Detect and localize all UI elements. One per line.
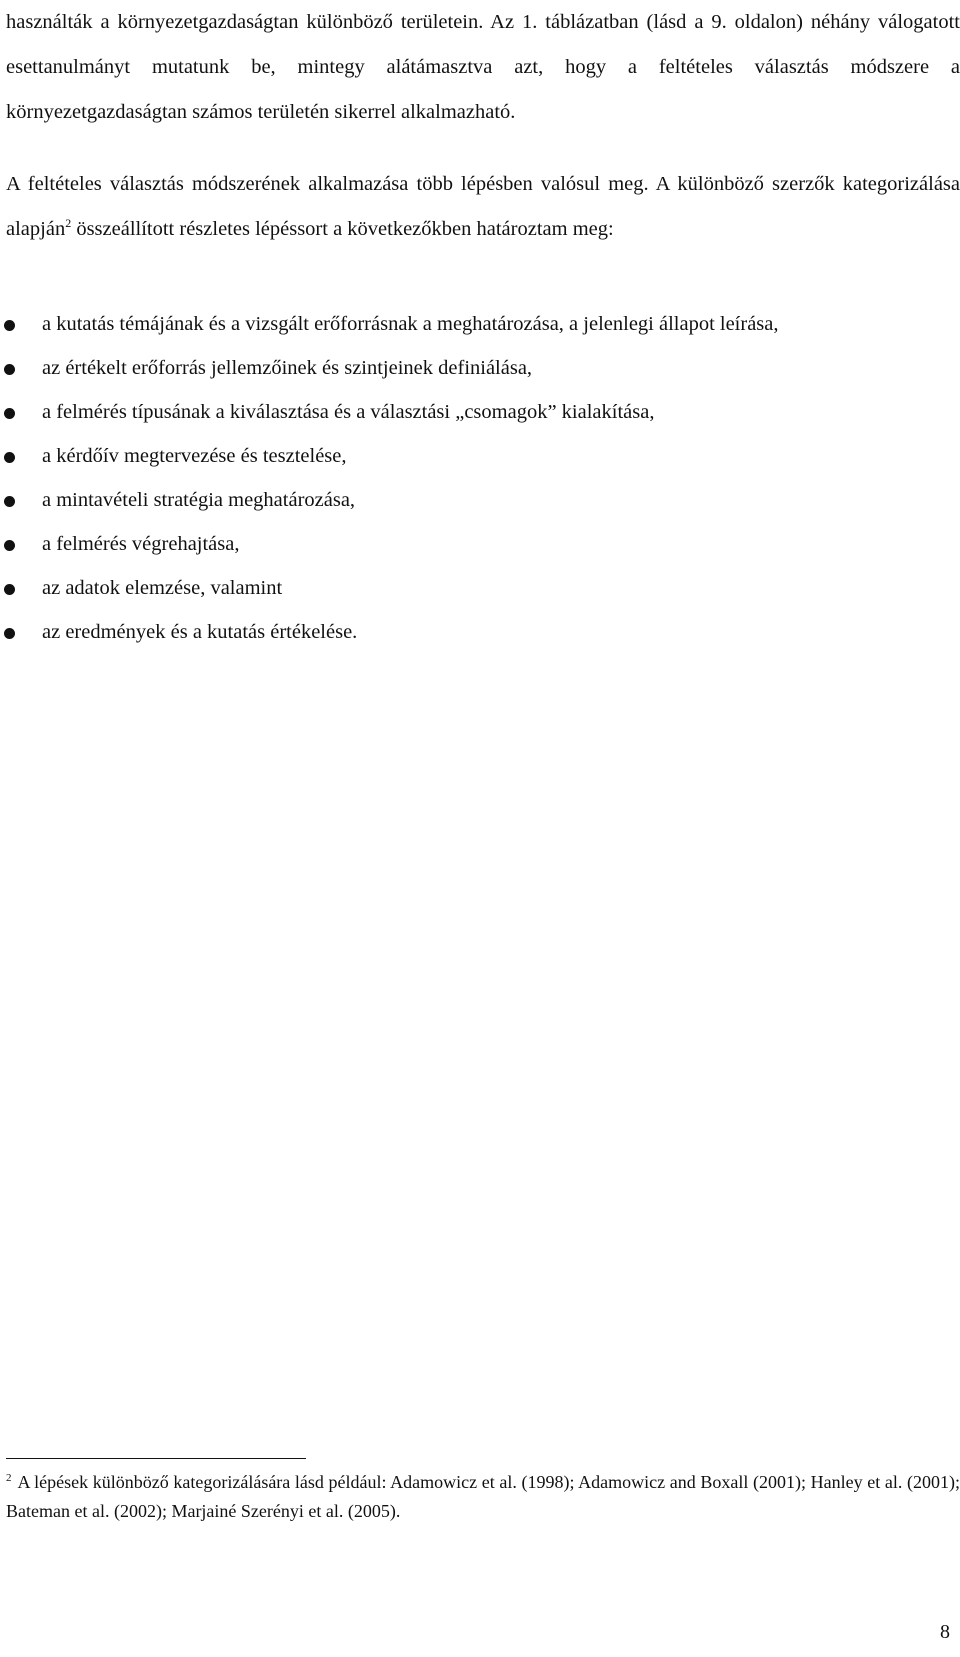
list-item: [0, 390, 960, 434]
list-item-text: a felmérés végrehajtása,: [42, 533, 240, 555]
bullet-icon: [4, 496, 15, 507]
list-item: [0, 434, 960, 478]
footnote-reference[interactable]: 2: [65, 216, 72, 231]
method-steps-text-continued: összeállított részletes lépéssort a következőkben határoztam meg:: [71, 218, 614, 240]
list-item: [0, 346, 960, 390]
list-item-text: az eredmények és a kutatás értékelése.: [42, 621, 358, 643]
bullet-icon: [4, 584, 15, 595]
list-item: [0, 302, 960, 346]
list-item: [0, 478, 960, 522]
steps-list: [0, 302, 960, 654]
bullet-icon: [4, 452, 15, 463]
bullet-icon: [4, 364, 15, 375]
intro-paragraph: használták a környezetgazdaságtan különböző területein. Az 1. táblázatban (lásd a 9. oldalon) néhány válogatott esettanulmányt mutatunk be, mintegy alátámasztva azt, hogy a feltételes választás módszere a környezetgazdaságtan számos területén sikerrel alkalmazható.: [6, 11, 960, 123]
method-steps-paragraph: [6, 162, 960, 252]
list-item-text: a mintavételi stratégia meghatározása,: [42, 489, 356, 511]
footnote: [6, 1468, 960, 1526]
bullet-icon: [4, 320, 15, 331]
list-item-text: az értékelt erőforrás jellemzőinek és szintjeinek definiálása,: [42, 357, 533, 379]
bullet-icon: [4, 628, 15, 639]
bullet-icon: [4, 540, 15, 551]
method-steps-text: A feltételes választás módszerének alkalmazása több lépésben valósul meg. A különböző szerzők kategorizálása alapján: [6, 173, 960, 240]
list-item-text: a felmérés típusának a kiválasztása és a választási „csomagok” kialakítása,: [42, 401, 655, 423]
list-item: [0, 522, 960, 566]
list-item-text: az adatok elemzése, valamint: [42, 577, 283, 599]
page-number: 8: [940, 1621, 950, 1643]
list-item-text: a kérdőív megtervezése és tesztelése,: [42, 445, 347, 467]
footnote-separator: [6, 1458, 306, 1459]
list-item: [0, 566, 960, 610]
footnote-marker: 2: [6, 1472, 12, 1484]
list-item: [0, 610, 960, 654]
footnote-text: A lépések különböző kategorizálására lásd például: Adamowicz et al. (1998); Adamowicz and Boxall (2001); Hanley et al. (2001); Bateman et al. (2002); Marjainé Szerényi et al. (2005).: [6, 1472, 960, 1521]
list-item-text: a kutatás témájának és a vizsgált erőforrásnak a meghatározása, a jelenlegi állapot leírása,: [42, 313, 779, 335]
bullet-icon: [4, 408, 15, 419]
